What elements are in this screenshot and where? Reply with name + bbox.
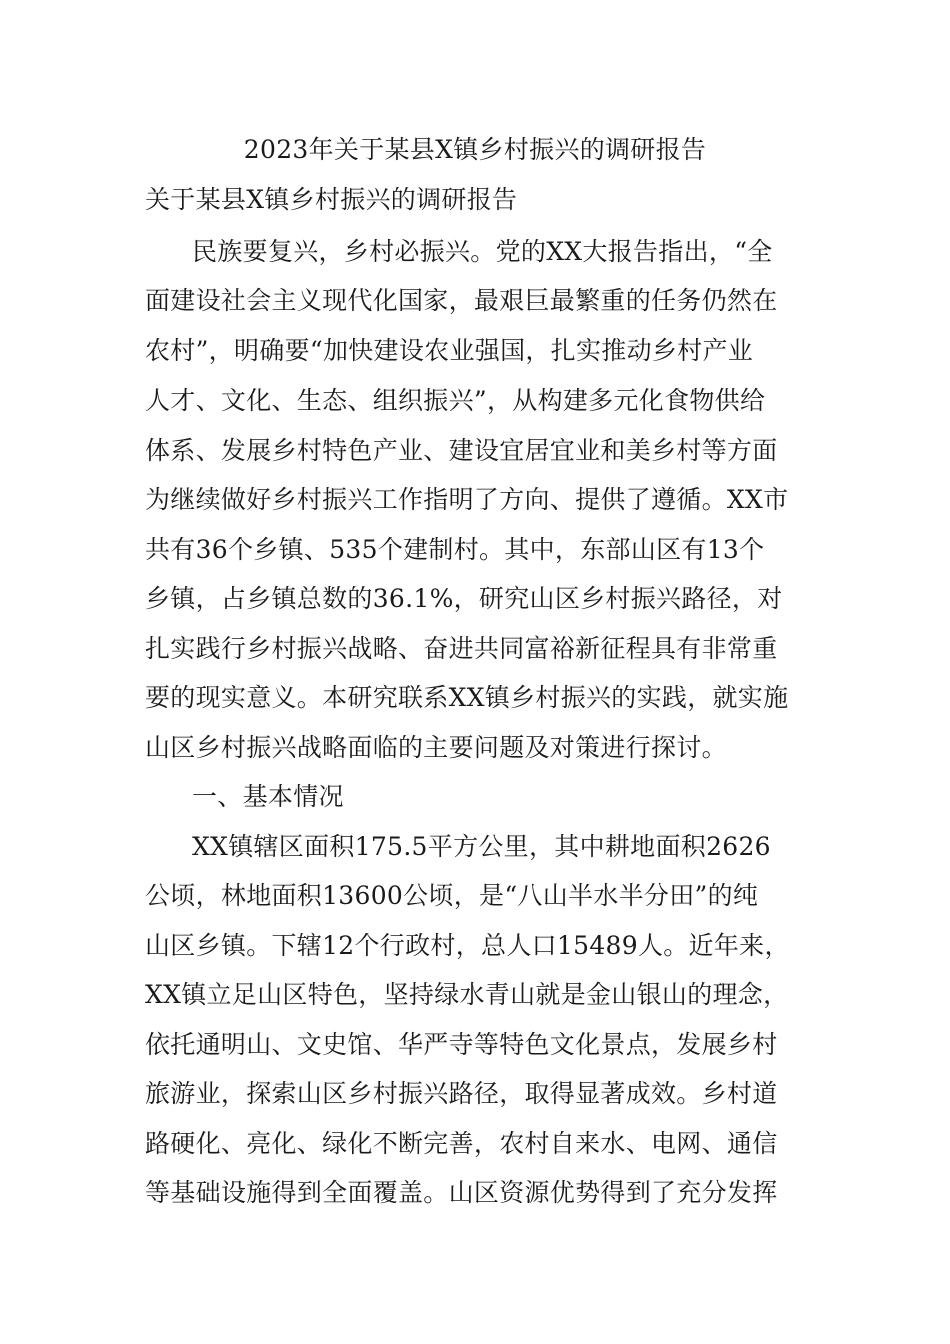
paragraph-line: 山区乡镇。下辖12个行政村，总人口15489人。近年来， — [145, 931, 790, 960]
paragraph-line: 等基础设施得到全面覆盖。山区资源优势得到了充分发挥 — [145, 1178, 778, 1207]
paragraph-line: XX镇立足山区特色，坚持绿水青山就是金山银山的理念， — [145, 980, 789, 1009]
paragraph-line: 人才、文化、生态、组织振兴”，从构建多元化食物供给 — [145, 386, 766, 415]
paragraph-line: 公顷，林地面积13600公顷，是“八山半水半分田”的纯 — [145, 881, 759, 910]
paragraph-line: 体系、发展乡村特色产业、建设宜居宜业和美乡村等方面 — [145, 436, 778, 465]
paragraph-line: 共有36个乡镇、535个建制村。其中，东部山区有13个 — [145, 535, 765, 564]
document-title: 2023年关于某县X镇乡村振兴的调研报告 — [243, 135, 707, 164]
paragraph-line: 扎实践行乡村振兴战略、奋进共同富裕新征程具有非常重 — [145, 634, 778, 663]
paragraph-line: 旅游业，探索山区乡村振兴路径，取得显著成效。乡村道 — [145, 1079, 778, 1108]
paragraph-line: 农村”，明确要“加快建设农业强国，扎实推动乡村产业 — [145, 336, 754, 365]
paragraph-line: 面建设社会主义现代化国家，最艰巨最繁重的任务仍然在 — [145, 286, 778, 315]
paragraph-line: 乡镇，占乡镇总数的36.1%，研究山区乡村振兴路径，对 — [145, 584, 783, 613]
paragraph-line: 要的现实意义。本研究联系XX镇乡村振兴的实践，就实施 — [145, 683, 789, 712]
paragraph-line: 民族要复兴，乡村必振兴。党的XX大报告指出，“全 — [192, 237, 773, 266]
paragraph-line: 为继续做好乡村振兴工作指明了方向、提供了遵循。XX市 — [145, 485, 789, 514]
document-subtitle: 关于某县X镇乡村振兴的调研报告 — [145, 185, 518, 214]
paragraph-line: 山区乡村振兴战略面临的主要问题及对策进行探讨。 — [145, 733, 727, 762]
paragraph-line: XX镇辖区面积175.5平方公里，其中耕地面积2626 — [192, 832, 771, 861]
paragraph-line: 依托通明山、文史馆、华严寺等特色文化景点，发展乡村 — [145, 1030, 778, 1059]
section-heading: 一、基本情况 — [192, 782, 344, 811]
paragraph-line: 路硬化、亮化、绿化不断完善，农村自来水、电网、通信 — [145, 1129, 778, 1158]
